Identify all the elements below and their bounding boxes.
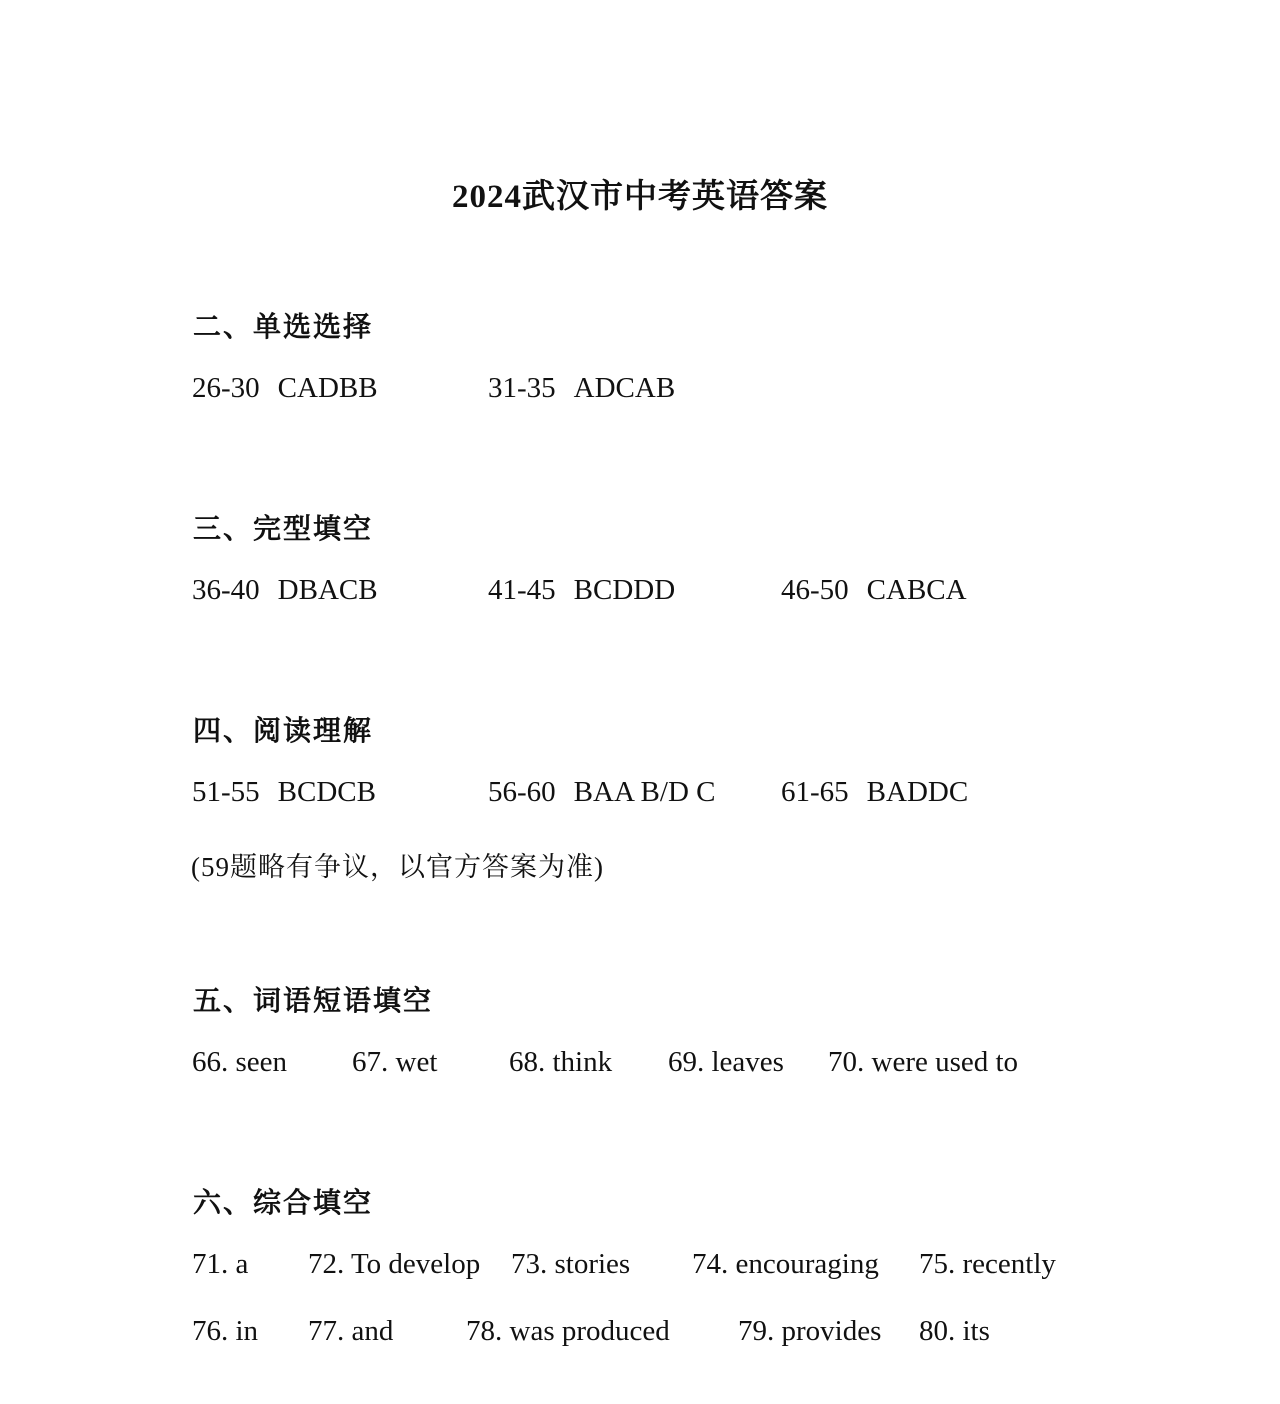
question-range: 46-50 — [781, 574, 849, 606]
answer-letters: BCDDD — [573, 574, 676, 606]
question-range: 26-30 — [192, 372, 260, 404]
word-answer: 75. recently — [919, 1248, 1056, 1280]
word-answer: 70. were used to — [828, 1046, 1019, 1078]
answer-group — [192, 372, 378, 405]
word-answer: 69. leaves — [668, 1046, 784, 1078]
answer-group — [488, 372, 675, 405]
word-answer: 78. was produced — [466, 1315, 670, 1347]
answer-letters: CABCA — [866, 574, 967, 606]
word-answer: 68. think — [509, 1046, 613, 1078]
answer-letters: ADCAB — [573, 372, 676, 404]
word-answer: 66. seen — [192, 1046, 288, 1078]
section-heading-comprehensive-fill: 六、综合填空 — [193, 1188, 374, 1219]
answer-row — [0, 1315, 1280, 1355]
question-range: 41-45 — [488, 574, 556, 606]
question-range: 31-35 — [488, 372, 556, 404]
answer-row — [0, 1046, 1280, 1086]
answer-group — [781, 776, 968, 809]
answer-letters: BAA B/D C — [573, 776, 716, 808]
word-answer: 76. in — [192, 1315, 259, 1347]
answer-group — [488, 776, 716, 809]
answer-group — [488, 574, 675, 607]
answer-letters: CADBB — [277, 372, 378, 404]
section-heading-cloze: 三、完型填空 — [193, 514, 374, 545]
word-answer: 72. To develop — [308, 1248, 481, 1280]
word-answer: 77. and — [308, 1315, 394, 1347]
answer-group — [192, 776, 376, 809]
answer-row — [0, 372, 1280, 412]
word-answer: 79. provides — [738, 1315, 882, 1347]
answer-letters: DBACB — [277, 574, 378, 606]
section-heading-word-fill: 五、词语短语填空 — [193, 986, 434, 1017]
answer-group — [781, 574, 967, 607]
word-answer: 73. stories — [511, 1248, 631, 1280]
section-heading-reading: 四、阅读理解 — [193, 716, 374, 747]
answer-letters: BADDC — [866, 776, 969, 808]
page-title: 2024武汉市中考英语答案 — [452, 179, 828, 215]
section-heading-single-choice: 二、单选选择 — [193, 312, 374, 343]
question-range: 51-55 — [192, 776, 260, 808]
dispute-note: (59题略有争议，以官方答案为准) — [191, 852, 604, 882]
question-range: 36-40 — [192, 574, 260, 606]
word-answer: 67. wet — [352, 1046, 438, 1078]
word-answer: 71. a — [192, 1248, 249, 1280]
answer-row — [0, 776, 1280, 816]
question-range: 61-65 — [781, 776, 849, 808]
word-answer: 80. its — [919, 1315, 990, 1347]
word-answer: 74. encouraging — [692, 1248, 879, 1280]
answer-row — [0, 1248, 1280, 1288]
answer-row — [0, 574, 1280, 614]
answer-letters: BCDCB — [277, 776, 376, 808]
question-range: 56-60 — [488, 776, 556, 808]
answer-group — [192, 574, 378, 607]
